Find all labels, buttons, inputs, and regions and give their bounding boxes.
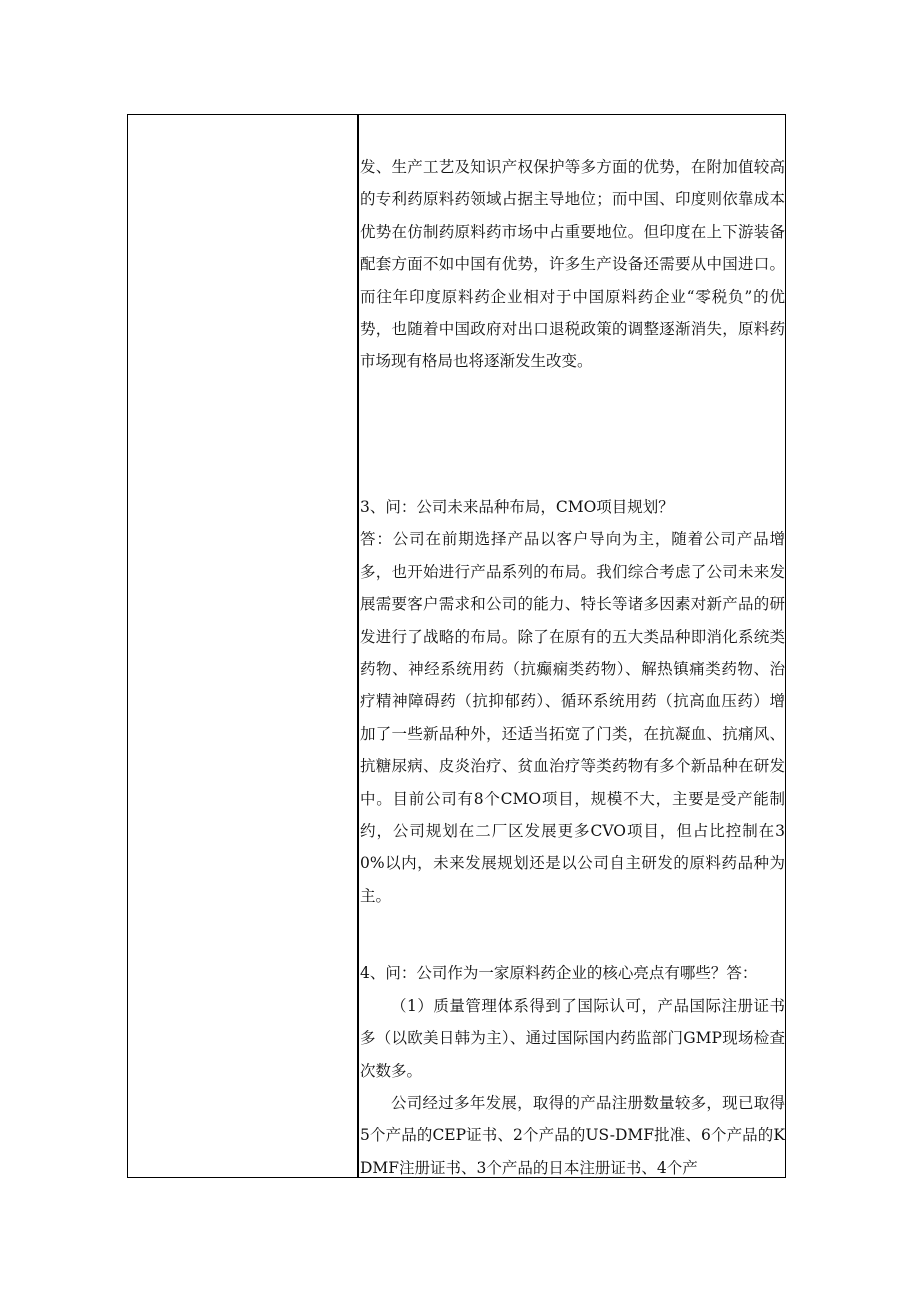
qa-block-3 (360, 491, 785, 912)
paragraph-quality-system: （1）质量管理体系得到了国际认可，产品国际注册证书多（以欧美日韩为主）、通过国际国内药监部门GMP现场检查次数多。 (360, 997, 785, 1080)
paragraph-registrations: 公司经过多年发展，取得的产品注册数量较多，现已取得5个产品的CEP证书、2个产品的US-DMF批准、6个产品的KDMF注册证书、3个产品的日本注册证书、4个产 (360, 1094, 785, 1177)
document-table (127, 114, 786, 1178)
answer-3: 答：公司在前期选择产品以客户导向为主，随着公司产品增多，也开始进行产品系列的布局。我们综合考虑了公司未来发展需要客户需求和公司的能力、特长等诸多因素对新产品的研发进行了战略的布局。除了在原有的五大类品种即消化系统类药物、神经系统用药（抗癫痫类药物）、解热镇痛类药物、治疗精神障碍药（抗抑郁药）、循环系统用药（抗高血压药）增加了一些新品种外，还适当拓宽了门类，在抗凝血、抗痛风、抗糖尿病、皮炎治疗、贫血治疗等类药物有多个新品种在研发中。目前公司有8个CMO项目，规模不大，主要是受产能制约，公司规划在二厂区发展更多CVO项目，但占比控制在30%以内，未来发展规划还是以公司自主研发的原料药品种为主。 (360, 530, 785, 905)
column-divider (357, 115, 359, 1177)
right-cell (360, 115, 785, 1177)
paragraph-market-advantages: 发、生产工艺及知识产权保护等多方面的优势，在附加值较高的专利药原料药领域占据主导地位；而中国、印度则依靠成本优势在仿制药原料药市场中占重要地位。但印度在上下游装备配套方面不如中国有优势，许多生产设备还需要从中国进口。而往年印度原料药企业相对于中国原料药企业“零税负”的优势，也随着中国政府对出口退税政策的调整逐渐消失，原料药市场现有格局也将逐渐发生改变。 (360, 158, 785, 371)
question-4: 4、问：公司作为一家原料药企业的核心亮点有哪些？答： (360, 964, 758, 982)
question-3: 3、问：公司未来品种布局，CMO项目规划？ (360, 498, 674, 516)
left-cell (128, 115, 357, 1177)
